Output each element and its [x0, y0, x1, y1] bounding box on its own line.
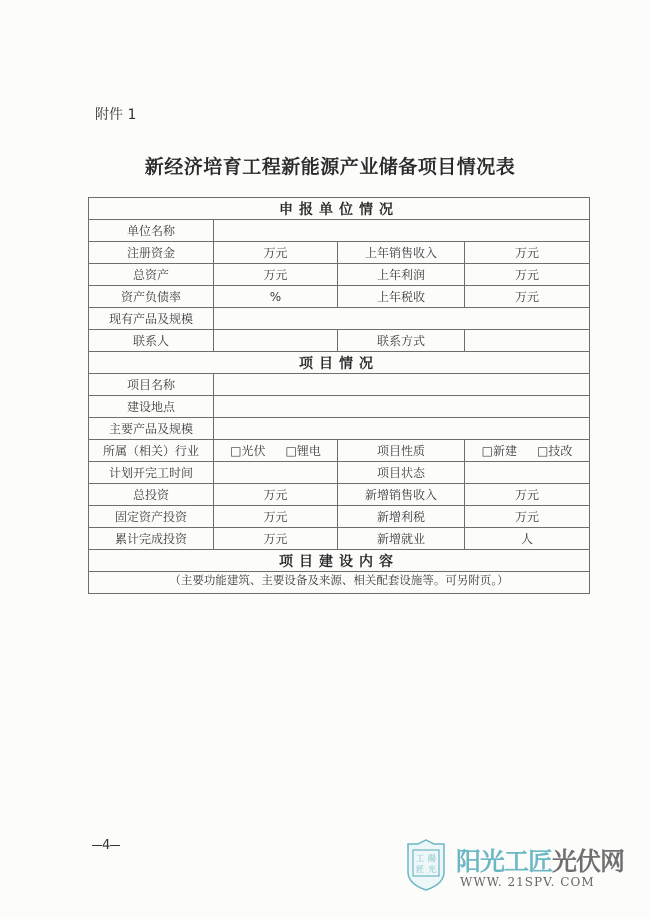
fixed-asset-field[interactable]: 万元 — [214, 506, 338, 528]
contact-person-field[interactable] — [214, 330, 338, 352]
project-name-label: 项目名称 — [89, 374, 214, 396]
status-label: 项目状态 — [338, 462, 465, 484]
section-header-applicant: 申报单位情况 — [89, 198, 590, 220]
contact-method-field[interactable] — [465, 330, 590, 352]
page-number: 4 — [92, 838, 120, 853]
new-jobs-label: 新增就业 — [338, 528, 465, 550]
dash-right — [110, 845, 120, 846]
project-info-form — [88, 197, 590, 594]
svg-text:工: 工 — [416, 854, 424, 863]
contact-person-label: 联系人 — [89, 330, 214, 352]
construction-content-field[interactable]: （主要功能建筑、主要设备及来源、相关配套设施等。可另附页。） — [89, 572, 590, 594]
dash-left — [92, 845, 102, 846]
total-assets-label: 总资产 — [89, 264, 214, 286]
industry-options — [214, 440, 338, 462]
status-field[interactable] — [465, 462, 590, 484]
cumulative-investment-field[interactable]: 万元 — [214, 528, 338, 550]
last-year-tax-field[interactable]: 万元 — [465, 286, 590, 308]
section-header-content: 项目建设内容 — [89, 550, 590, 572]
document-title: 新经济培育工程新能源产业储备项目情况表 — [144, 156, 516, 178]
debt-ratio-label: 资产负债率 — [89, 286, 214, 308]
checkbox-renovation[interactable]: □技改 — [537, 444, 573, 458]
last-year-tax-label: 上年税收 — [338, 286, 465, 308]
new-sales-label: 新增销售收入 — [338, 484, 465, 506]
last-year-profit-label: 上年利润 — [338, 264, 465, 286]
last-year-profit-field[interactable]: 万元 — [465, 264, 590, 286]
fixed-asset-label: 固定资产投资 — [89, 506, 214, 528]
attachment-label: 附件 1 — [95, 107, 137, 123]
watermark-url: WWW. 21SPV. COM — [460, 875, 595, 889]
watermark — [404, 838, 644, 896]
debt-ratio-field[interactable]: % — [214, 286, 338, 308]
checkbox-lithium[interactable]: □锂电 — [285, 444, 321, 458]
main-products-label: 主要产品及规模 — [89, 418, 214, 440]
registered-capital-field[interactable]: 万元 — [214, 242, 338, 264]
registered-capital-label: 注册资金 — [89, 242, 214, 264]
industry-label: 所属（相关）行业 — [89, 440, 214, 462]
main-products-field[interactable] — [214, 418, 590, 440]
new-sales-field[interactable]: 万元 — [465, 484, 590, 506]
new-tax-field[interactable]: 万元 — [465, 506, 590, 528]
svg-text:陽: 陽 — [428, 854, 436, 863]
svg-text:光: 光 — [428, 865, 436, 874]
nature-options — [465, 440, 590, 462]
existing-products-field[interactable] — [214, 308, 590, 330]
shield-logo-icon — [404, 838, 448, 892]
location-field[interactable] — [214, 396, 590, 418]
total-investment-label: 总投资 — [89, 484, 214, 506]
last-year-sales-field[interactable]: 万元 — [465, 242, 590, 264]
checkbox-photovoltaic[interactable]: □光伏 — [230, 444, 266, 458]
total-investment-field[interactable]: 万元 — [214, 484, 338, 506]
schedule-label: 计划开完工时间 — [89, 462, 214, 484]
watermark-site-name: 阳光工匠光伏网 — [456, 847, 625, 876]
checkbox-new-build[interactable]: □新建 — [481, 444, 517, 458]
existing-products-label: 现有产品及规模 — [89, 308, 214, 330]
total-assets-field[interactable]: 万元 — [214, 264, 338, 286]
new-jobs-field[interactable]: 人 — [465, 528, 590, 550]
nature-label: 项目性质 — [338, 440, 465, 462]
unit-name-field[interactable] — [214, 220, 590, 242]
project-name-field[interactable] — [214, 374, 590, 396]
new-tax-label: 新增利税 — [338, 506, 465, 528]
last-year-sales-label: 上年销售收入 — [338, 242, 465, 264]
svg-text:匠: 匠 — [416, 865, 424, 874]
contact-method-label: 联系方式 — [338, 330, 465, 352]
schedule-field[interactable] — [214, 462, 338, 484]
cumulative-investment-label: 累计完成投资 — [89, 528, 214, 550]
section-header-project: 项目情况 — [89, 352, 590, 374]
location-label: 建设地点 — [89, 396, 214, 418]
unit-name-label: 单位名称 — [89, 220, 214, 242]
